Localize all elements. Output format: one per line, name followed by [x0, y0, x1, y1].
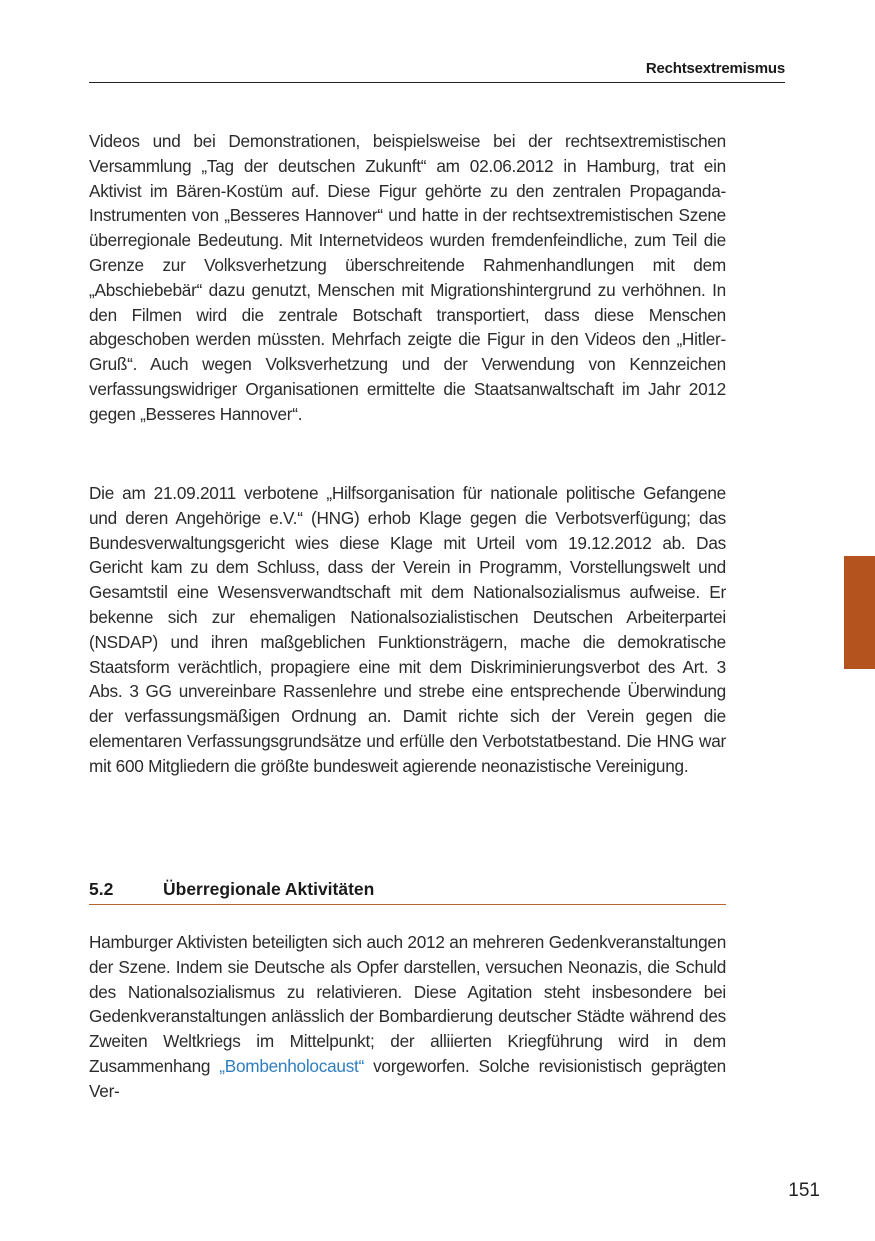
paragraph-hng-verbot: Die am 21.09.2011 verbotene „Hilfsorganisation für nationale politische Gefangene und deren Angehörige e.V.“ (HNG) erhob Klage gegen die Verbotsverfügung; das Bundesverwaltungsgericht wies diese Klage mit Urteil vom 19.12.2012 ab. Das Gericht kam zu dem Schluss, dass der Verein in Programm, Vorstellungswelt und Gesamtstil eine Wesensverwandtschaft mit dem Nationalsozialismus aufweise. Er bekenne sich zur ehemaligen Nationalsozialistischen Deutschen Arbeiterpartei (NSDAP) und ihren maßgeblichen Funktionsträgern, mache die demokratische Staatsform verächtlich, propagiere eine mit dem Diskriminierungsverbot des Art. 3 Abs. 3 GG unvereinbare Rassenlehre und strebe eine entsprechende Überwindung der verfassungsmäßigen Ordnung an. Damit richte sich der Verein gegen die elementaren Verfassungsgrundsätze und erfülle den Verbotstatbestand. Die HNG war mit 600 Mitgliedern die größte bundesweit agierende neonazistische Vereinigung.: [89, 483, 726, 776]
paragraph-text-start: Hamburger Aktivisten beteiligten sich auch 2012 an mehreren Gedenkveranstaltungen der Szene. Indem sie Deutsche als Opfer darstellen, versuchen Neonazis, die Schuld des Nationalsozialismus zu relativieren. Diese Agitation steht insbesondere bei Gedenkveranstaltungen anlässlich der Bombardierung deutscher Städte während des Zweiten Weltkriegs im Mittelpunkt; der alliierten Kriegführung wird in dem Zusammenhang: [89, 932, 726, 1076]
glossary-link-bombenholocaust[interactable]: „Bombenholocaust“: [219, 1055, 365, 1076]
paragraph-besseres-hannover: Videos und bei Demonstrationen, beispielsweise bei der rechtsextremistischen Versammlung „Tag der deutschen Zukunft“ am 02.06.2012 in Hamburg, trat ein Aktivist im Bären-Kostüm auf. Diese Figur gehörte zu den zentralen Propaganda-Instrumenten von „Besseres Hannover“ und hatte in der rechtsextremistischen Szene überregionale Bedeutung. Mit Internetvideos wurden fremdenfeindliche, zum Teil die Grenze zur Volksverhetzung überschreitende Rahmenhandlungen mit dem „Abschiebebär“ dazu genutzt, Menschen mit Migrationshintergrund zu verhöhnen. In den Filmen wird die zentrale Botschaft transportiert, dass diese Menschen abgeschoben werden müssten. Mehrfach zeigte die Figur in den Videos den „Hitler-Gruß“. Auch wegen Volksverhetzung und der Verwendung von Kennzeichen verfassungswidriger Organisationen ermittelte die Staatsanwaltschaft im Jahr 2012 gegen „Besseres Hannover“.: [89, 131, 726, 424]
paragraph-text-end: vorgeworfen. Solche revisionistisch geprägten Ver-: [89, 1055, 726, 1101]
page-number: 151: [788, 1180, 820, 1201]
section-heading: [89, 879, 726, 900]
chapter-thumb-tab: [844, 556, 875, 669]
section-title: Überregionale Aktivitäten: [163, 879, 375, 899]
header-divider: [89, 82, 785, 83]
section-number: 5.2: [89, 879, 114, 899]
section-divider: [89, 904, 726, 905]
paragraph-gedenkveranstaltungen: [89, 930, 726, 1104]
running-header-title: Rechtsextremismus: [645, 60, 785, 77]
